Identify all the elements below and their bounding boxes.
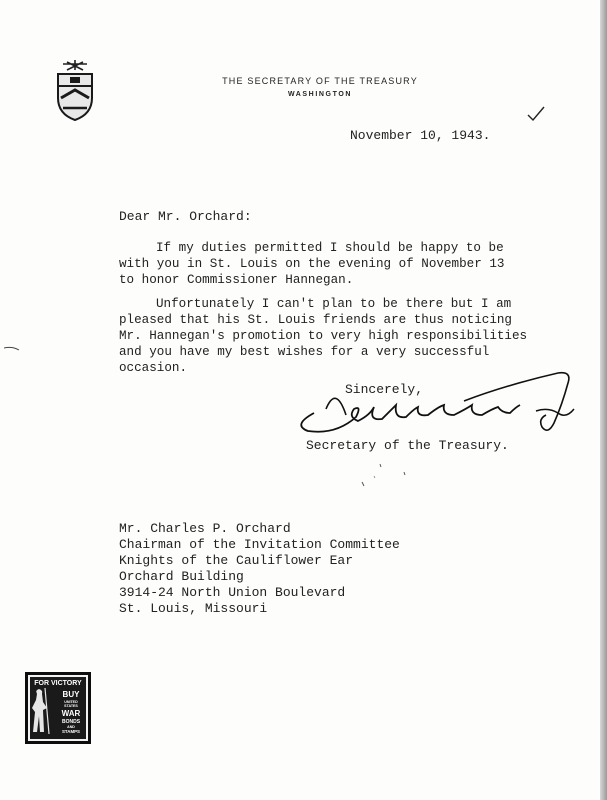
treasury-seal-icon	[55, 60, 95, 122]
signature-title: Secretary of the Treasury.	[306, 438, 509, 453]
stamp-top-text: FOR VICTORY	[34, 680, 82, 687]
body-line: and you have my best wishes for a very successful	[119, 345, 490, 359]
letter-date: November 10, 1943.	[350, 128, 491, 143]
stamp-stamps: STAMPS	[62, 729, 80, 734]
stamp-buy: BUY	[62, 690, 80, 699]
body-line: to honor Commissioner Hannegan.	[119, 273, 354, 287]
stamp-bonds: BONDS	[61, 719, 81, 725]
body-line: occasion.	[119, 361, 188, 375]
body-paragraph-1	[119, 240, 539, 288]
body-line: pleased that his St. Louis friends are thus noticing	[119, 313, 512, 327]
letterhead-title: THE SECRETARY OF THE TREASURY	[222, 76, 418, 86]
body-line: Mr. Hannegan's promotion to very high responsibilities	[119, 329, 528, 343]
body-line: Unfortunately I can't plan to be there but I am	[156, 297, 512, 311]
body-line: If my duties permitted I should be happy to be	[156, 241, 504, 255]
war-bonds-stamp-icon	[25, 672, 91, 744]
letterhead-location: WASHINGTON	[287, 91, 353, 98]
stamp-war: WAR	[61, 709, 81, 718]
stamp-united: UNITED	[64, 700, 78, 704]
body-paragraph-2	[119, 296, 539, 376]
address-line: Knights of the Cauliflower Ear	[119, 553, 354, 568]
salutation: Dear Mr. Orchard:	[119, 209, 252, 224]
address-line: St. Louis, Missouri	[119, 601, 268, 616]
margin-mark	[4, 346, 20, 352]
stamp-states: STATES	[64, 704, 78, 708]
stamp-and: AND	[67, 725, 75, 729]
page-edge-shadow	[600, 0, 607, 800]
recipient-address	[119, 521, 400, 617]
address-line: Chairman of the Invitation Committee	[119, 537, 400, 552]
checkmark-icon	[527, 106, 545, 122]
address-line: Orchard Building	[119, 569, 244, 584]
address-line: 3914-24 North Union Boulevard	[119, 585, 346, 600]
closing: Sincerely,	[345, 382, 424, 397]
body-line: with you in St. Louis on the evening of November 13	[119, 257, 505, 271]
address-line: Mr. Charles P. Orchard	[119, 521, 291, 536]
paper-specks	[360, 460, 420, 490]
